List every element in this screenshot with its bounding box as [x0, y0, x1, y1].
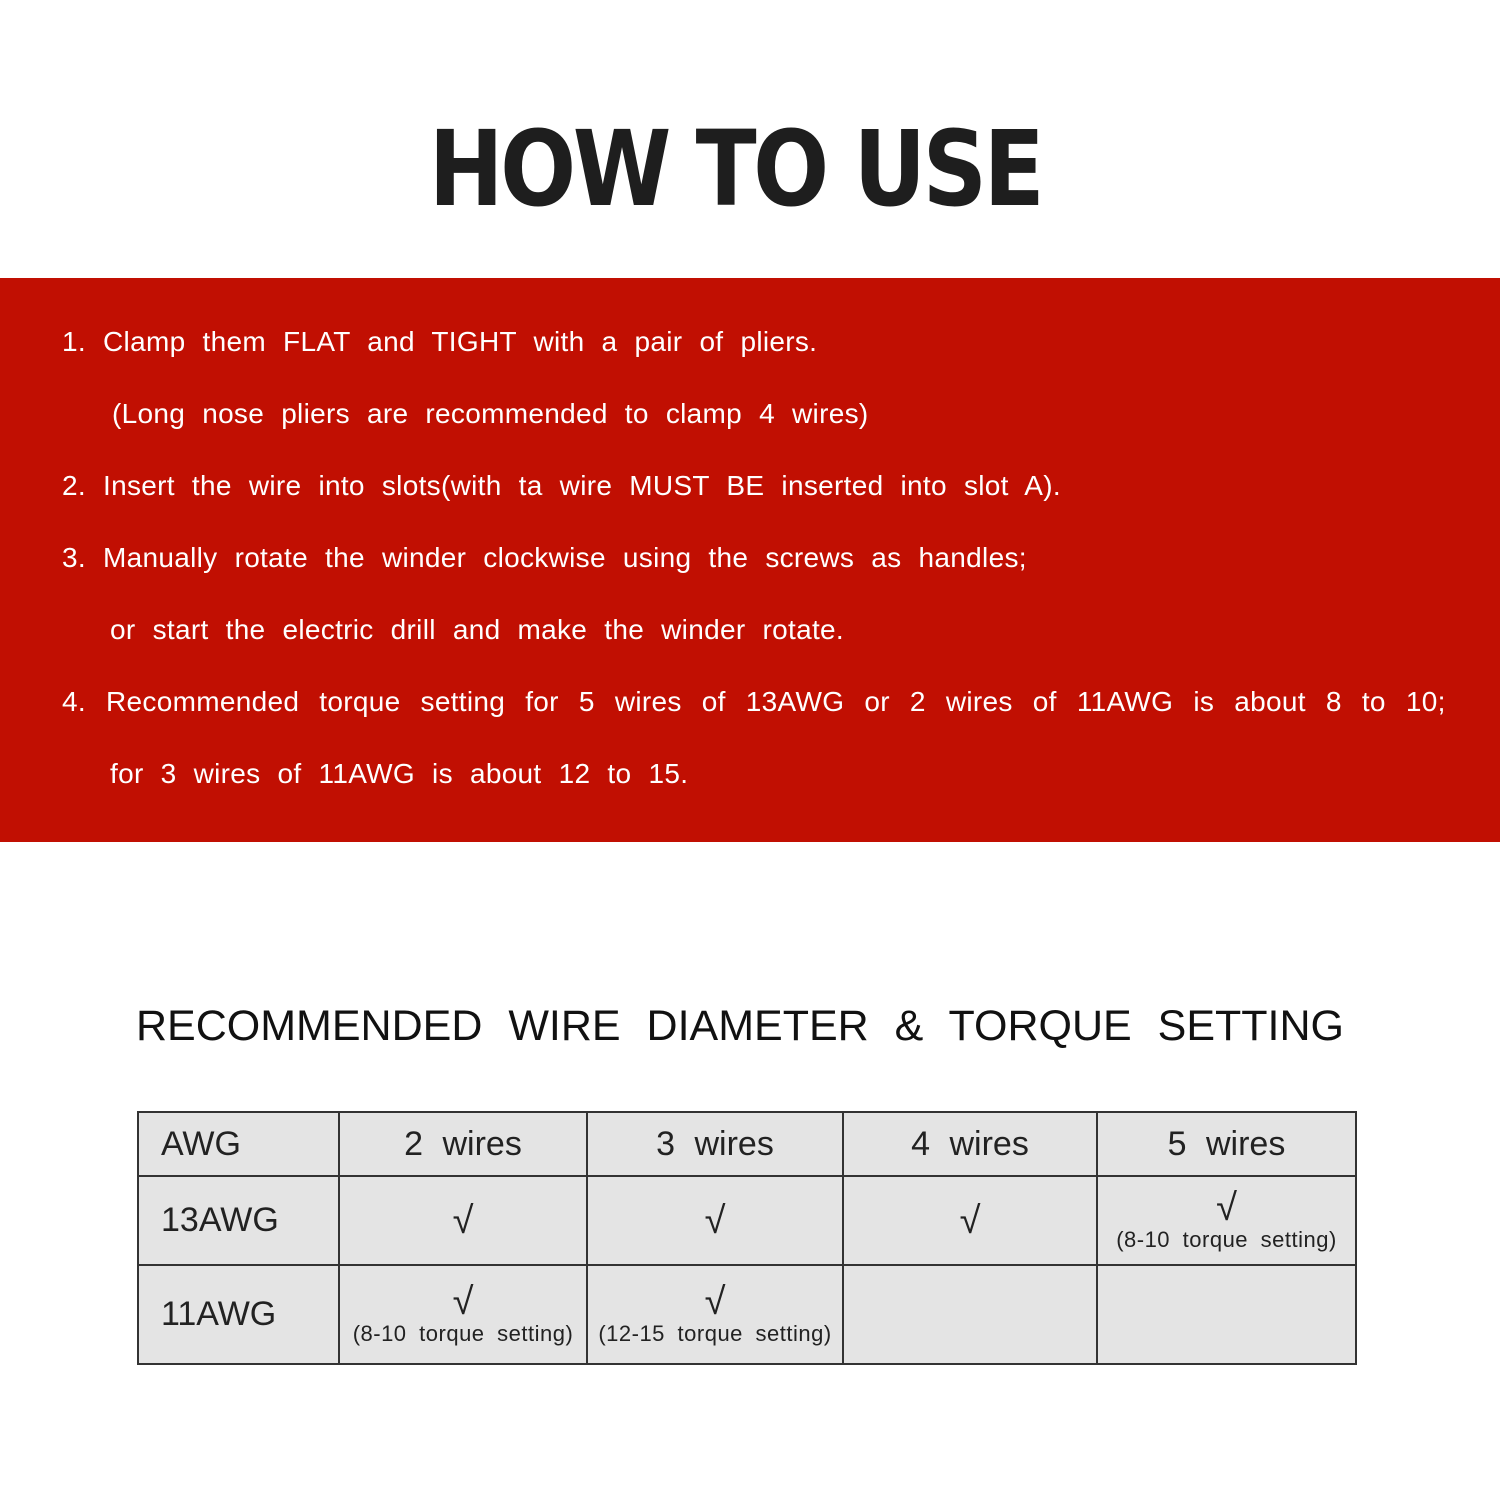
table-cell	[587, 1265, 843, 1364]
check-icon: √	[704, 1280, 726, 1323]
table-title: RECOMMENDED WIRE DIAMETER & TORQUE SETTING	[136, 1002, 1344, 1050]
table-cell	[1097, 1176, 1356, 1265]
header-5-wires: 5 wires	[1097, 1112, 1356, 1176]
table-row	[138, 1265, 1356, 1364]
instruction-step-1: 1. Clamp them FLAT and TIGHT with a pair of pliers.	[62, 326, 818, 357]
table-cell	[339, 1265, 587, 1364]
table-cell-empty	[1097, 1265, 1356, 1364]
wire-torque-table	[137, 1111, 1357, 1365]
check-icon: √	[704, 1199, 726, 1242]
header-awg: AWG	[138, 1112, 339, 1176]
table-cell	[587, 1176, 843, 1265]
check-icon: √	[452, 1199, 474, 1242]
header-2-wires: 2 wires	[339, 1112, 587, 1176]
header-3-wires: 3 wires	[587, 1112, 843, 1176]
header-4-wires: 4 wires	[843, 1112, 1097, 1176]
table-row	[138, 1176, 1356, 1265]
instruction-step-2: 2. Insert the wire into slots(with ta wire MUST BE inserted into slot A).	[62, 470, 1061, 501]
instruction-step-3-cont: or start the electric drill and make the winder rotate.	[110, 614, 845, 645]
table-cell-empty	[843, 1265, 1097, 1364]
awg-label: 11AWG	[138, 1265, 339, 1364]
torque-note: (12-15 torque setting)	[598, 1320, 832, 1346]
torque-note: (8-10 torque setting)	[352, 1320, 574, 1346]
check-icon: √	[452, 1280, 474, 1323]
instructions-panel	[0, 278, 1500, 842]
awg-label: 13AWG	[138, 1176, 339, 1265]
table-cell	[339, 1176, 587, 1265]
torque-note: (8-10 torque setting)	[1116, 1226, 1337, 1252]
table-cell	[843, 1176, 1097, 1265]
instruction-step-1-note: (Long nose pliers are recommended to clamp 4 wires)	[112, 398, 869, 429]
check-icon: √	[959, 1199, 981, 1242]
instruction-step-3: 3. Manually rotate the winder clockwise using the screws as handles;	[62, 542, 1027, 573]
check-icon: √	[1216, 1186, 1237, 1229]
page-title: HOW TO USE	[428, 108, 1042, 230]
table-header-row	[138, 1112, 1356, 1176]
instruction-step-4: 4. Recommended torque setting for 5 wires of 13AWG or 2 wires of 11AWG is about 8 to 10;	[62, 686, 1446, 717]
instruction-step-4-cont: for 3 wires of 11AWG is about 12 to 15.	[110, 758, 689, 789]
